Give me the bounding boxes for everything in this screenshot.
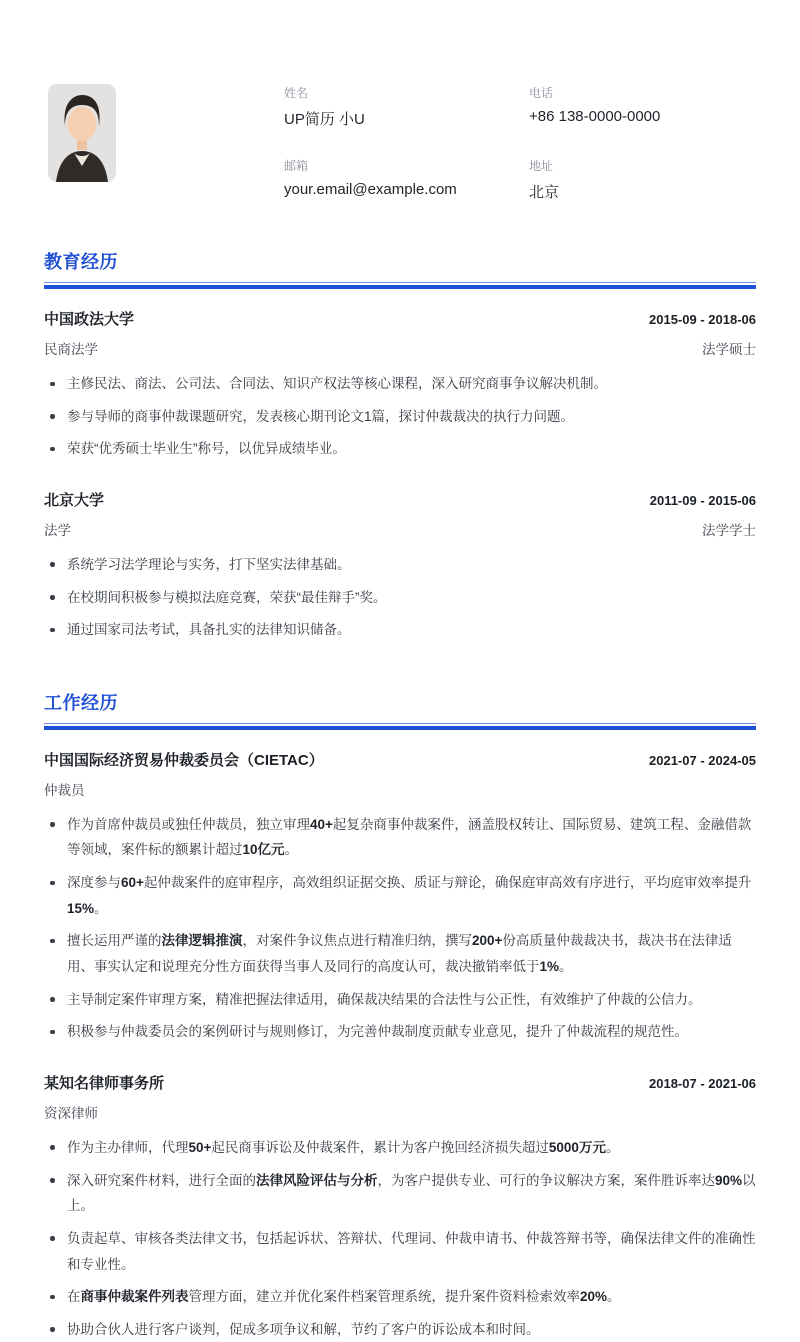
address-value: 北京 (529, 184, 560, 201)
section-title: 工作经历 (44, 692, 118, 713)
portrait-photo-graphic (48, 84, 116, 182)
entry-header (44, 489, 756, 510)
bullet-item: 系统学习法学理论与实务，打下坚实法律基础。 (44, 552, 756, 578)
bullet-item: 负责起草、审核各类法律文书，包括起诉状、答辩状、代理词、仲裁申请书、仲裁答辩书等，确保法律文件的准确性和专业性。 (44, 1226, 756, 1277)
name-value: UP简历 小U (284, 111, 365, 128)
bullet-item: 参与导师的商事仲裁课题研究，发表核心期刊论文1篇，探讨仲裁裁决的执行力问题。 (44, 404, 756, 430)
section-rule-thick (44, 726, 756, 730)
resume-entry (44, 1072, 756, 1342)
portrait-photo (48, 84, 116, 182)
entry-subheader (44, 519, 756, 539)
bullet-item: 擅长运用严谨的法律逻辑推演，对案件争议焦点进行精准归纳，撰写200+份高质量仲裁裁决书，裁决书在法律适用、事实认定和说理充分性方面获得当事人及同行的高度认可，裁决撤销率低于1%。 (44, 928, 756, 979)
resume-entry (44, 749, 756, 1045)
org-name: 中国国际经济贸易仲裁委员会（CIETAC） (44, 751, 324, 769)
section-title: 教育经历 (44, 252, 118, 272)
bullet-item: 协助合伙人进行客户谈判，促成多项争议和解，节约了客户的诉讼成本和时间。 (44, 1317, 756, 1342)
section-rule-thick (44, 285, 756, 289)
bullet-list (44, 1135, 756, 1342)
bullet-item: 在商事仲裁案件列表管理方面，建立并优化案件档案管理系统，提升案件资料检索效率20%。 (44, 1284, 756, 1310)
org-name: 某知名律师事务所 (44, 1074, 165, 1092)
entry-role: 民商法学 (44, 342, 98, 357)
bullet-item: 荣获“优秀硕士毕业生”称号，以优异成绩毕业。 (44, 436, 756, 462)
field-email (284, 157, 529, 202)
bullet-item: 主修民法、商法、公司法、合同法、知识产权法等核心课程，深入研究商事争议解决机制。 (44, 371, 756, 397)
entry-role: 法学 (44, 522, 71, 538)
entry-subheader (44, 1102, 756, 1122)
org-name: 北京大学 (44, 491, 105, 509)
entry-role: 仲裁员 (44, 782, 85, 798)
section-rule-thin (44, 723, 756, 724)
contact-fields (284, 84, 756, 202)
email-value: your.email@example.com (284, 181, 457, 198)
resume-section (44, 248, 756, 643)
bullet-item: 积极参与仲裁委员会的案例研讨与规则修订，为完善仲裁制度贡献专业意见，提升了仲裁流程的规范性。 (44, 1019, 756, 1045)
entry-subheader (44, 779, 756, 799)
entry-date: 2011-09 - 2015-06 (649, 492, 756, 508)
entry-subheader (44, 338, 756, 358)
resume-entry (44, 308, 756, 462)
field-address (529, 157, 756, 202)
bullet-item: 作为主办律师，代理50+起民商事诉讼及仲裁案件，累计为客户挽回经济损失超过5000万元。 (44, 1135, 756, 1161)
phone-label: 电话 (529, 86, 554, 100)
field-name (284, 84, 529, 129)
bullet-list (44, 371, 756, 462)
bullet-item: 作为首席仲裁员或独任仲裁员，独立审理40+起复杂商事仲裁案件，涵盖股权转让、国际贸易、建筑工程、金融借款等领域，案件标的额累计超过10亿元。 (44, 812, 756, 863)
org-name: 中国政法大学 (44, 311, 135, 328)
entry-header (44, 308, 756, 329)
bullet-list (44, 812, 756, 1045)
resume-header (44, 84, 756, 202)
entry-role: 资深律师 (44, 1105, 98, 1121)
resume-section (44, 689, 756, 1342)
bullet-item: 深度参与60+起仲裁案件的庭审程序，高效组织证据交换、质证与辩论，确保庭审高效有序进行，平均庭审效率提升15%。 (44, 870, 756, 921)
bullet-list (44, 552, 756, 643)
phone-value: +86 138-0000-0000 (529, 108, 661, 125)
bullet-item: 深入研究案件材料，进行全面的法律风险评估与分析，为客户提供专业、可行的争议解决方案，案件胜诉率达90%以上。 (44, 1168, 756, 1219)
bullet-item: 在校期间积极参与模拟法庭竞赛，荣获“最佳辩手”奖。 (44, 585, 756, 611)
section-rule-thin (44, 282, 756, 283)
entry-date: 2015-09 - 2018-06 (649, 312, 756, 327)
entry-date: 2018-07 - 2021-06 (649, 1075, 756, 1091)
bullet-item: 主导制定案件审理方案，精准把握法律适用，确保裁决结果的合法性与公正性，有效维护了仲裁的公信力。 (44, 987, 756, 1013)
entry-header (44, 1072, 756, 1093)
field-phone (529, 84, 756, 129)
entry-degree: 法学硕士 (702, 342, 756, 357)
entry-degree: 法学学士 (702, 522, 756, 538)
email-label: 邮箱 (284, 159, 309, 173)
name-label: 姓名 (284, 86, 309, 100)
address-label: 地址 (529, 159, 554, 173)
entry-date: 2021-07 - 2024-05 (649, 752, 756, 768)
entry-header (44, 749, 756, 770)
sections (44, 248, 756, 1342)
bullet-item: 通过国家司法考试，具备扎实的法律知识储备。 (44, 617, 756, 643)
resume-entry (44, 489, 756, 643)
